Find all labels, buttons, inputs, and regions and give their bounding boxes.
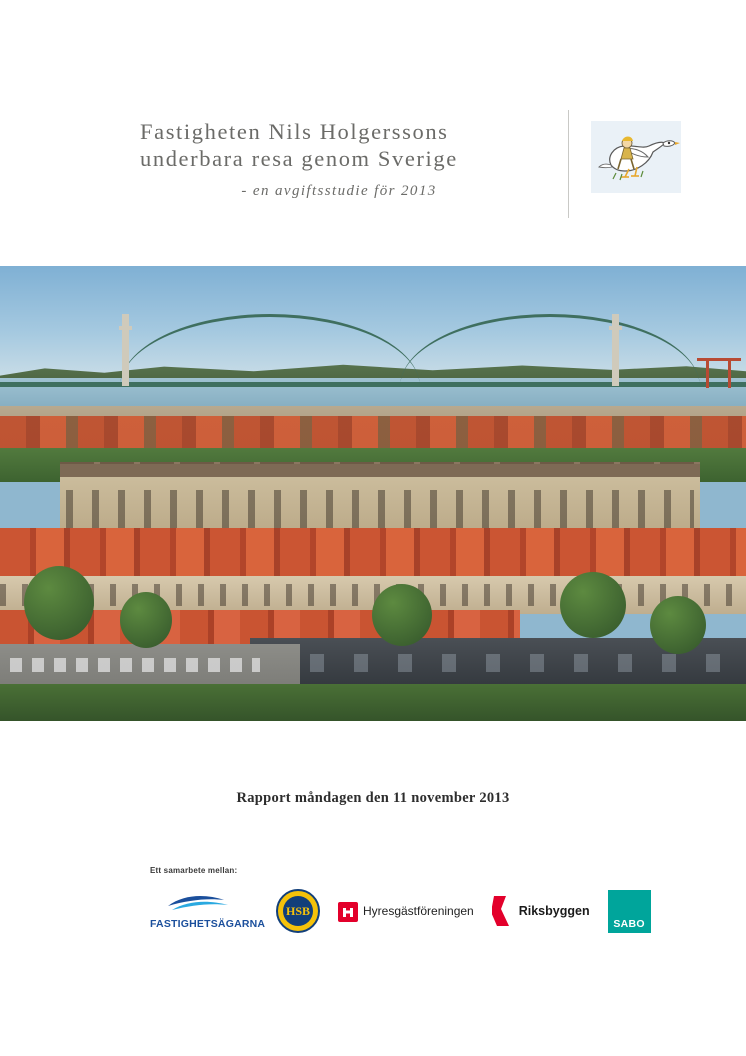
harbour-crane-2 [728, 358, 731, 388]
partners-caption: Ett samarbete mellan: [150, 866, 238, 875]
logo-fastighetsagarna [150, 892, 266, 930]
photo-house-windows-row-1 [0, 584, 746, 606]
photo-tree-4 [560, 572, 626, 638]
logo-hsb [276, 889, 320, 933]
riksbyggen-mark-icon [492, 894, 514, 928]
fastighetsagarna-swoosh-icon [150, 892, 258, 912]
hsb-shield-icon [276, 889, 320, 933]
harbour-crane-1 [706, 358, 709, 388]
photo-tree-3 [372, 584, 432, 646]
photo-dark-roof-windows [266, 654, 726, 672]
partner-logo-row [150, 883, 645, 939]
photo-foreground-vegetation [0, 684, 746, 721]
cover-header [0, 0, 746, 266]
photo-mid-windows [66, 490, 694, 532]
photo-tree-1 [24, 566, 94, 640]
photo-parked-cars [10, 658, 260, 672]
svg-text:HSB: HSB [285, 904, 311, 918]
bridge-deck [0, 382, 746, 387]
riksbyggen-label: Riksbyggen [518, 904, 590, 918]
header-divider [568, 110, 569, 218]
page-title-line-2: underbara resa genom Sverige [140, 146, 458, 171]
hyresgastforeningen-label: Hyresgästföreningen [363, 904, 474, 918]
fastighetsagarna-label: FASTIGHETSÄGARNA [150, 918, 266, 930]
bridge-pylon-left [122, 314, 129, 386]
logo-sabo [608, 890, 651, 933]
page-title-line-1: Fastigheten Nils Holgerssons [140, 119, 449, 144]
page-subtitle: - en avgiftsstudie för 2013 [241, 183, 437, 199]
logo-riksbyggen [492, 894, 590, 928]
partner-logos [150, 866, 645, 939]
goose-logo-icon [591, 121, 681, 193]
photo-red-roofs-row-1 [0, 528, 746, 580]
cover-photo [0, 266, 746, 721]
report-date: Rapport måndagen den 11 november 2013 [236, 790, 510, 806]
logo-hyresgastforeningen [338, 900, 474, 922]
photo-tree-5 [650, 596, 706, 654]
title-block [140, 118, 560, 200]
hyresgastforeningen-mark-icon [338, 900, 358, 922]
sabo-label: SABO [613, 917, 645, 930]
bridge-pylon-right [612, 314, 619, 386]
sabo-square-icon [608, 890, 651, 933]
photo-tree-2 [120, 592, 172, 648]
